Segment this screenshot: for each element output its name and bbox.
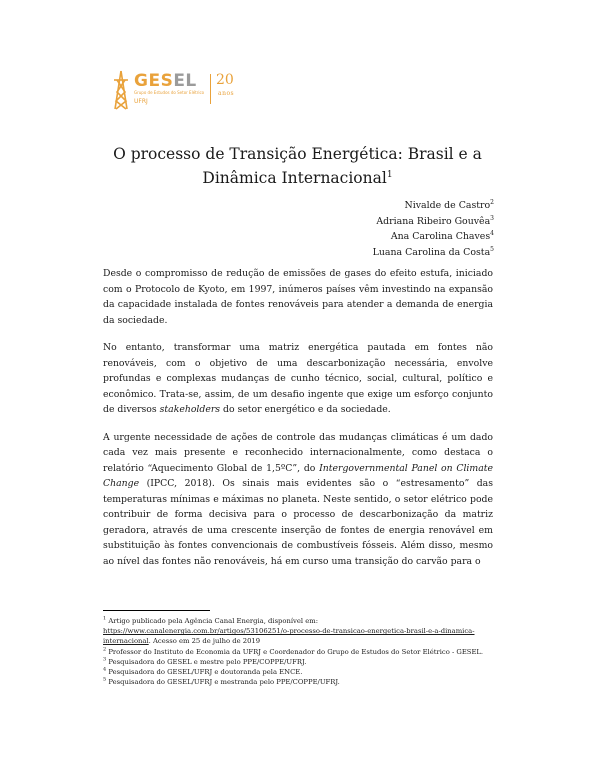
author-name: Nivalde de Castro [404, 200, 491, 211]
footnote-separator [103, 610, 210, 611]
footnote-2 [103, 647, 493, 657]
author-item [373, 229, 494, 245]
paragraph-2-text-a: No entanto, transformar uma matriz energética pautada em fontes não renováveis, com o objetivo de uma descarbonização necessária, envolve profundas e complexas mudanças de cunho técnico, social, cultural, político e econômico. Trata-se, assim, de um desafio ingente que exige um esforço conjunto de diversos [103, 342, 493, 415]
logo-org: UFRJ [134, 98, 148, 105]
paragraph-1: Desde o compromisso de redução de emissões de gases do efeito estufa, iniciado com o Protocolo de Kyoto, em 1997, inúmeros países vêm investindo na expansão da capacidade instalada de fontes renováveis para atender a demanda de energia da sociedade. [103, 268, 493, 326]
logo-subtitle: Grupo de Estudos do Setor Elétrico [134, 90, 205, 95]
footnote-1 [103, 616, 493, 626]
paragraph-3-italic: Intergovernmental Panel on Climate Change [103, 462, 493, 489]
paragraph-3-text-b: (IPCC, 2018). Os sinais mais evidentes são o “estresamento” das temperaturas mínimas e máximas no planeta. Neste sentido, o setor elétrico pode contribuir de forma decisiva para o processo de descarbonização da matriz geradora, através de uma crescente inserção de fontes de energia renovável em substituição às fontes convencionais de combustíveis fósseis. Além disso, mesmo ao nível das fontes não renováveis, há em curso uma transição do carvão para o [103, 478, 493, 567]
footnote-5 [103, 677, 493, 687]
footnote-3 [103, 657, 493, 667]
paragraph-3 [103, 430, 493, 570]
footnote-4 [103, 667, 493, 677]
footnote-5-text: Pesquisadora do GESEL/UFRJ e mestranda pelo PPE/COPPE/UFRJ. [106, 678, 340, 687]
title-footnote-mark: 1 [386, 169, 393, 180]
footnote-mark: 5 [103, 676, 107, 683]
author-item [373, 245, 494, 261]
paragraph-3-text-a: A urgente necessidade de ações de controle das mudanças climáticas é um dado cada vez mais presente e reconhecido internacionalmente, como destaca o relatório “Aquecimento Global de 1,5ºC”, do [103, 431, 493, 474]
author-footnote-mark: 4 [490, 229, 494, 237]
footnotes [103, 616, 493, 687]
gesel-logo [112, 70, 252, 112]
author-name: Ana Carolina Chaves [390, 231, 491, 242]
document-title [95, 142, 500, 190]
footnote-mark: 4 [103, 666, 107, 673]
logo-divider [210, 74, 211, 104]
logo-wordmark-part1: GES [134, 71, 174, 91]
footnote-mark: 1 [103, 615, 107, 622]
author-item [373, 214, 494, 230]
title-line-2-text: Dinâmica Internacional [202, 169, 387, 187]
footnote-mark: 2 [103, 646, 107, 653]
footnote-1-link[interactable]: https://www.canalenergia.com.br/artigos/53106251/o-processo-de-transicao-energetica-brasil-e-a-dinamica-internacional [103, 627, 475, 646]
footnote-4-text: Pesquisadora do GESEL/UFRJ e doutoranda pela ENCE. [106, 668, 303, 677]
paragraph-2 [103, 340, 493, 418]
title-line-1: O processo de Transição Energética: Brasil e a [113, 145, 482, 163]
footnote-mark: 3 [103, 656, 107, 663]
author-list [373, 198, 494, 260]
title-line-2 [95, 166, 500, 190]
body-text [103, 266, 493, 581]
author-item [373, 198, 494, 214]
logo-anniversary-label: anos [218, 90, 235, 97]
paragraph-2-italic: stakeholders [159, 404, 221, 415]
logo-anniversary-years: 20 [216, 72, 234, 88]
footnote-3-text: Pesquisadora do GESEL e mestre pelo PPE/COPPE/UFRJ. [106, 657, 307, 666]
footnote-1-source [103, 626, 493, 646]
author-name: Adriana Ribeiro Gouvêa [376, 215, 491, 227]
footnote-2-text: Professor do Instituto de Economia da UFRJ e Coordenador do Grupo de Estudos do Setor Elétrico - GESEL. [106, 647, 484, 656]
author-footnote-mark: 3 [490, 214, 494, 222]
logo-wordmark [134, 72, 197, 90]
author-footnote-mark: 2 [490, 198, 494, 206]
footnote-1-tail: . Acesso em 25 de julho de 2019 [148, 637, 261, 646]
author-footnote-mark: 5 [490, 245, 494, 253]
footnote-1-text: Artigo publicado pela Agência Canal Energia, disponível em: [106, 617, 319, 625]
paragraph-2-text-b: do setor energético e da sociedade. [220, 404, 391, 415]
logo-wordmark-part2: EL [173, 71, 197, 91]
author-name: Luana Carolina da Costa [372, 246, 491, 258]
transmission-tower-icon [112, 70, 130, 110]
